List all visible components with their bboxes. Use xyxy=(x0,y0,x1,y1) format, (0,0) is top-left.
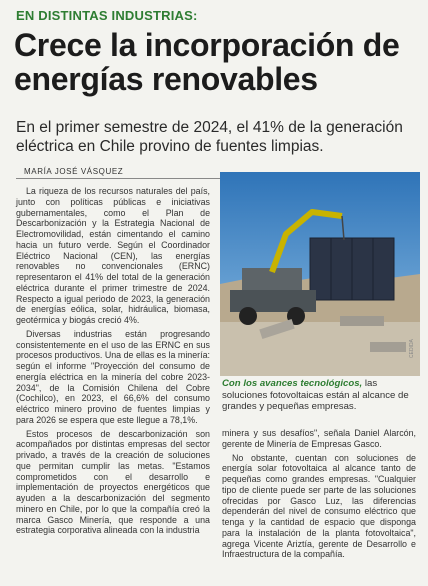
caption-text: las soluciones fotovoltaicas están al alcance de grandes y pequeñas empresas. xyxy=(222,378,409,412)
headline: Crece la incorporación de energías renovables xyxy=(14,27,400,97)
lead-paragraph: En el primer semestre de 2024, el 41% de la generación eléctrica en Chile provino de fuentes limpias. xyxy=(16,119,403,155)
article-column-left xyxy=(16,186,210,539)
body-paragraph: No obstante, cuentan con soluciones de energía solar fotovoltaica al alcance tanto de pequeñas como grandes empresas. "Cualquier tipo de cliente puede ser parte de las soluciones ofrecidas por Gasco Luz, las diferencias dependerán del nivel de consumo eléctrico que tenga y la cantidad de espacio que disponga para la instalación de la planta fotovoltaica", agrega Vicente Ariztía, gerente de Desarrollo e Infraestructura de la compañía. xyxy=(222,452,416,560)
body-paragraph: Estos procesos de descarbonización son acompañados por distintas empresas del sector privado, a través de la creación de soluciones que permitan cumplir las metas. "Estamos comprometidos con el desarrollo e implementación de proyectos energéticos que ayuden a la descarbonización del segmento minero en Chile, por lo que la compañía creó la marca Gasco Minería, que responde a una estrategia corporativa alineada con la industria xyxy=(16,428,210,536)
article-column-right xyxy=(222,428,416,563)
photo-illustration xyxy=(220,172,420,376)
body-paragraph: La riqueza de los recursos naturales del país, junto con políticas públicas e iniciativas gubernamentales, como el Plan de Descarbonización y la Estrategia Nacional de Electromovilidad, están cimentando el camino hacia un futuro verde. Según el Coordinador Eléctrico Nacional (CEN), las energías renovables no convencionales (ERNC) representaron el 41% del total de la generación eléctrica durante el primer trimestre de 2024. Respecto a igual periodo de 2023, la generación de energías eólica, solar, hidráulica, biomasa, geotérmica y biogás creció 4%. xyxy=(16,186,210,325)
section-kicker: EN DISTINTAS INDUSTRIAS: xyxy=(16,8,198,23)
body-paragraph: Diversas industrias están progresando consistentemente en el uso de las ERNC en sus procesos productivos. Una de ellas es la minería: según el informe "Proyección del consumo de energía eléctrica en la minería del cobre 2023-2034", de la Comisión Chilena del Cobre (Cochilco), en 2023, el 66,6% del consumo eléctrico minero provino de fuentes limpias y para 2026 se espera que este llegue a 78,1%. xyxy=(16,328,210,425)
byline: MARÍA JOSÉ VÁSQUEZ xyxy=(24,167,124,176)
photo-credit: CEDIDA xyxy=(409,339,415,358)
body-paragraph: minera y sus desafíos", señala Daniel Alarcón, gerente de Minería de Empresas Gasco. xyxy=(222,428,416,449)
caption-lead: Con los avances tecnológicos, xyxy=(222,378,363,389)
solar-panel-crane-photo xyxy=(220,172,420,376)
photo-caption xyxy=(222,378,418,413)
